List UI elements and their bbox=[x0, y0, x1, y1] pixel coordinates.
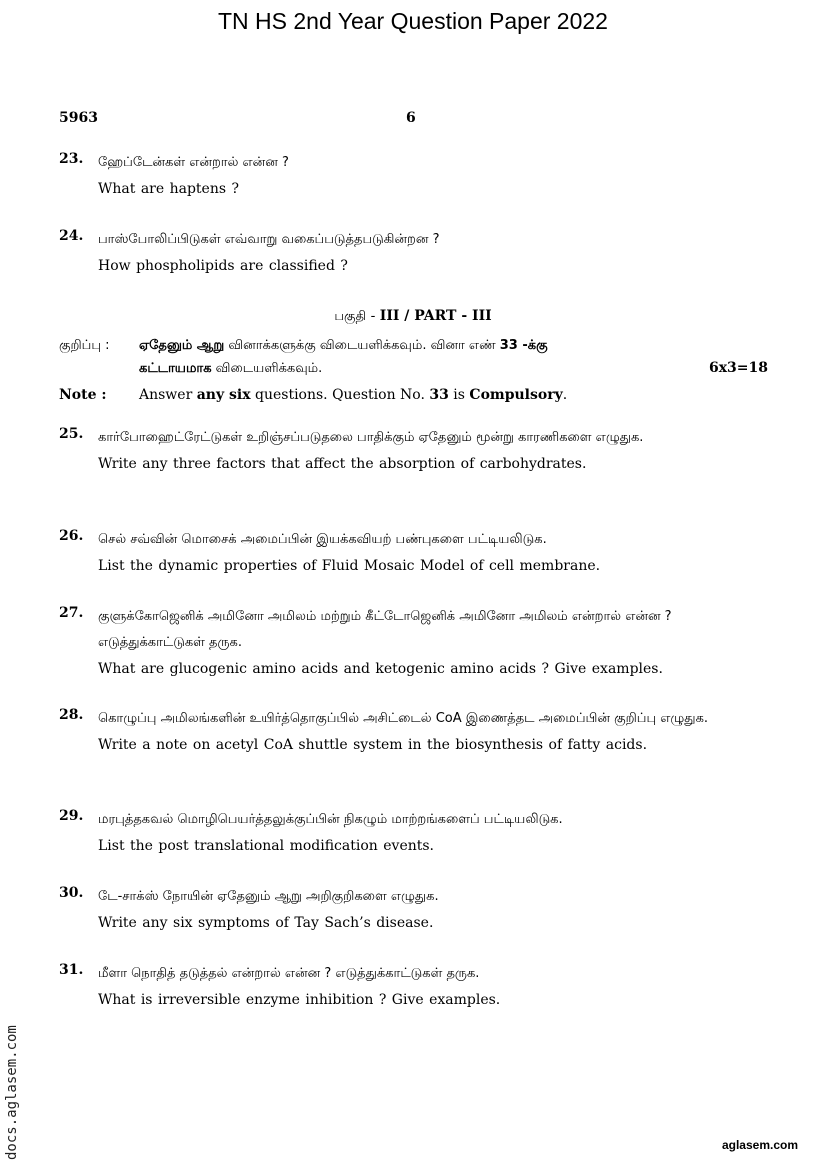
note-text: . bbox=[562, 387, 568, 403]
part-heading-separator: - bbox=[366, 308, 380, 324]
question-27 bbox=[59, 604, 771, 682]
question-english: Write any six symptoms of Tay Sach’s disease. bbox=[98, 915, 434, 931]
question-tamil: ஹேப்டேன்கள் என்றால் என்ன ? bbox=[98, 155, 289, 170]
question-english: How phospholipids are classified ? bbox=[98, 258, 348, 274]
question-english: List the post translational modification events. bbox=[98, 838, 435, 854]
question-english: Write a note on acetyl CoA shuttle system in the biosynthesis of fatty acids. bbox=[98, 737, 648, 753]
question-number: 29. bbox=[59, 808, 84, 824]
question-english: What are haptens ? bbox=[98, 181, 239, 197]
question-tamil: மீளா நொதித் தடுத்தல் என்றால் என்ன ? எடுத்துக்காட்டுகள் தருக. bbox=[98, 966, 480, 981]
side-watermark: docs.aglasem.com bbox=[4, 1025, 20, 1160]
part-heading-label: III / PART - III bbox=[379, 308, 492, 324]
instruction-tamil-label: குறிப்பு : bbox=[59, 338, 110, 353]
instruction-tamil-compulsory: கட்டாயமாக bbox=[139, 361, 212, 376]
question-number: 25. bbox=[59, 426, 84, 442]
question-tamil: கொழுப்பு அமிலங்களின் உயிர்த்தொகுப்பில் அசிட்டைல் CoA இணைத்தட அமைப்பின் குறிப்பு எழுதுக. bbox=[98, 711, 709, 726]
question-number: 31. bbox=[59, 962, 84, 978]
question-english: Write any three factors that affect the absorption of carbohydrates. bbox=[98, 456, 587, 472]
note-text: Answer bbox=[139, 387, 197, 403]
question-number: 30. bbox=[59, 885, 84, 901]
question-28 bbox=[59, 706, 771, 758]
question-tamil: செல் சவ்வின் மொசைக் அமைப்பின் இயக்கவியற் பண்புகளை பட்டியலிடுக. bbox=[98, 532, 547, 547]
question-number: 27. bbox=[59, 605, 84, 621]
note-bold-any-six: any six bbox=[196, 387, 251, 403]
paper-code: 5963 bbox=[59, 110, 98, 126]
marks-scheme: 6x3=18 bbox=[708, 360, 768, 376]
note-label: Note : bbox=[59, 387, 107, 403]
note-text: is bbox=[448, 387, 470, 403]
question-31 bbox=[59, 961, 771, 1013]
footer-site-link[interactable]: aglasem.com bbox=[721, 1138, 798, 1152]
question-english: What are glucogenic amino acids and ketogenic amino acids ? Give examples. bbox=[98, 661, 663, 677]
question-english: What is irreversible enzyme inhibition ? Give examples. bbox=[98, 992, 501, 1008]
question-23 bbox=[59, 150, 771, 202]
page-banner-title: TN HS 2nd Year Question Paper 2022 bbox=[218, 8, 608, 34]
instruction-english bbox=[59, 384, 771, 407]
question-number: 26. bbox=[59, 528, 84, 544]
note-text: questions. Question No. bbox=[250, 387, 430, 403]
question-24 bbox=[59, 227, 771, 279]
question-number: 23. bbox=[59, 151, 84, 167]
question-25 bbox=[59, 425, 771, 477]
question-tamil: குளுக்கோஜெனிக் அமினோ அமிலம் மற்றும் கீட்டோஜெனிக் அமினோ அமிலம் என்றால் என்ன ? எடுத்துக்காட்டுகள் தருக. bbox=[98, 609, 672, 650]
part-heading bbox=[0, 308, 826, 325]
question-number: 28. bbox=[59, 707, 84, 723]
question-29 bbox=[59, 807, 771, 859]
instruction-tamil-text: வினாக்களுக்கு விடையளிக்கவும். வினா எண் bbox=[224, 338, 500, 353]
page-number: 6 bbox=[406, 110, 416, 126]
instruction-tamil-number: 33 -க்கு bbox=[499, 338, 548, 353]
question-english: List the dynamic properties of Fluid Mosaic Model of cell membrane. bbox=[98, 558, 601, 574]
instruction-tamil bbox=[59, 334, 771, 380]
question-tamil: பாஸ்போலிப்பிடுகள் எவ்வாறு வகைப்படுத்தபடுகின்றன ? bbox=[98, 232, 440, 247]
note-bold-compulsory: Compulsory bbox=[469, 387, 563, 403]
question-number: 24. bbox=[59, 228, 84, 244]
note-bold-number: 33 bbox=[429, 387, 449, 403]
instruction-tamil-bold: ஏதேனும் ஆறு bbox=[139, 338, 225, 353]
question-tamil: டே-சாக்ஸ் நோயின் ஏதேனும் ஆறு அறிகுறிகளை எழுதுக. bbox=[98, 889, 439, 904]
part-heading-tamil: பகுதி bbox=[334, 309, 367, 324]
question-tamil: மரபுத்தகவல் மொழிபெயர்த்தலுக்குப்பின் நிகழும் மாற்றங்களைப் பட்டியலிடுக. bbox=[98, 812, 563, 827]
question-30 bbox=[59, 884, 771, 936]
question-tamil: கார்போஹைட்ரேட்டுகள் உறிஞ்சப்படுதலை பாதிக்கும் ஏதேனும் மூன்று காரணிகளை எழுதுக. bbox=[98, 430, 644, 445]
question-26 bbox=[59, 527, 771, 579]
instruction-tamil-text-2: விடையளிக்கவும். bbox=[211, 361, 323, 376]
